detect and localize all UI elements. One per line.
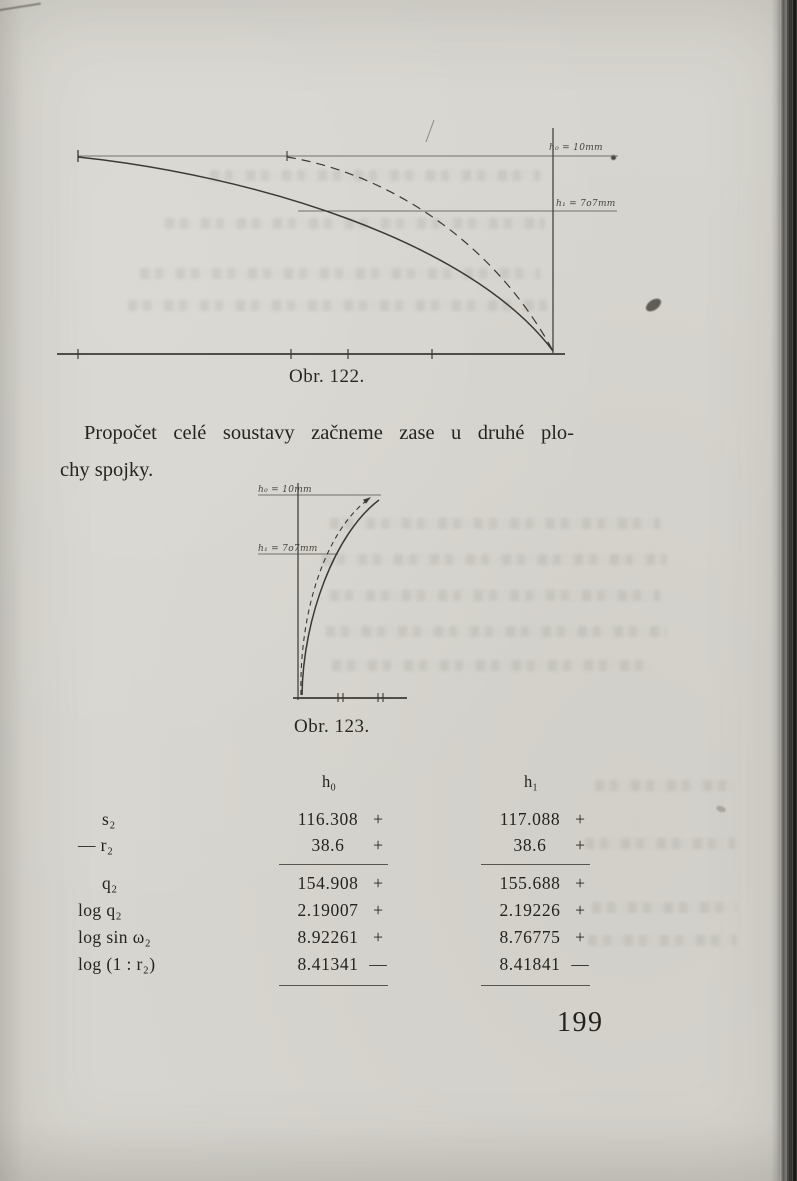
figure-123-caption: Obr. 123. bbox=[294, 716, 370, 737]
paragraph-line: Propočet celé soustavy začneme zase u druhé plo- bbox=[84, 422, 574, 444]
value: 116.308 bbox=[297, 808, 359, 829]
value: 154.908 bbox=[297, 873, 359, 893]
value: 117.088 bbox=[499, 808, 561, 829]
sign: + bbox=[373, 873, 383, 893]
spacer-cell bbox=[388, 806, 490, 832]
figure-123-h0-label: h₀ = 10mm bbox=[258, 485, 312, 495]
value-cell bbox=[288, 870, 388, 897]
value-cell bbox=[490, 870, 590, 897]
figure-122-plot bbox=[30, 120, 670, 372]
value: 8.76775 bbox=[499, 927, 561, 947]
solid-curve bbox=[78, 157, 553, 351]
value: 38.6 bbox=[311, 834, 345, 855]
value-cell bbox=[490, 832, 590, 858]
ink-smudge bbox=[715, 804, 726, 813]
dashed-curve bbox=[301, 498, 370, 695]
sum-rule bbox=[288, 858, 388, 870]
spacer-cell bbox=[388, 924, 490, 951]
figure-123-plot bbox=[240, 478, 420, 710]
spacer-cell bbox=[388, 832, 490, 858]
value: 8.92261 bbox=[297, 927, 359, 947]
row-label: log q₂ bbox=[78, 900, 122, 920]
figure-123-h1-label: h₁ = 7o7mm bbox=[258, 544, 318, 554]
value-cell bbox=[288, 924, 388, 951]
value-cell bbox=[490, 924, 590, 951]
bottom-rule bbox=[288, 978, 388, 992]
bottom-rule bbox=[490, 978, 590, 992]
dashed-curve bbox=[287, 157, 553, 351]
figure-122-caption: Obr. 122. bbox=[289, 366, 365, 387]
value-cell bbox=[490, 806, 590, 832]
value-cell bbox=[490, 951, 590, 978]
value-cell bbox=[288, 806, 388, 832]
paragraph-line: chy spojky. bbox=[60, 459, 154, 481]
sign: + bbox=[373, 900, 383, 920]
spacer-cell bbox=[388, 897, 490, 924]
spacer-cell bbox=[78, 770, 288, 806]
value: 8.41341 bbox=[297, 954, 359, 974]
bleedthrough-artifact bbox=[588, 935, 736, 946]
sign: + bbox=[575, 900, 585, 920]
sign: + bbox=[575, 873, 585, 893]
sign: + bbox=[575, 808, 585, 829]
value: 8.41841 bbox=[499, 954, 561, 974]
sign: — bbox=[369, 954, 387, 974]
page-number: 199 bbox=[557, 1007, 604, 1038]
sum-rule bbox=[490, 858, 590, 870]
figure-122-h1-label: h₁ = 7o7mm bbox=[556, 199, 616, 209]
bleedthrough-artifact bbox=[595, 780, 735, 791]
value: 38.6 bbox=[513, 834, 547, 855]
value: 2.19007 bbox=[297, 900, 359, 920]
row-label: log (1 : r₂) bbox=[78, 954, 156, 974]
spacer-cell bbox=[78, 858, 288, 870]
book-page-edge bbox=[771, 0, 797, 1181]
scan-artifact-corner bbox=[0, 3, 41, 12]
sign: + bbox=[373, 927, 383, 947]
spacer-cell bbox=[388, 951, 490, 978]
row-label: q₂ bbox=[102, 873, 118, 893]
sign: + bbox=[575, 834, 585, 855]
figure-122-h0-label: h₀ = 10mm bbox=[549, 143, 603, 153]
value: 2.19226 bbox=[499, 900, 561, 920]
spacer-cell bbox=[388, 770, 490, 806]
sign: + bbox=[373, 808, 383, 829]
spacer-cell bbox=[78, 978, 288, 992]
value: 155.688 bbox=[499, 873, 561, 893]
row-label: log sin ω₂ bbox=[78, 927, 152, 947]
row-label: — r₂ bbox=[78, 834, 114, 855]
row-label: s₂ bbox=[102, 808, 116, 829]
spacer-cell bbox=[388, 978, 490, 992]
bleedthrough-artifact bbox=[585, 838, 735, 849]
value-cell bbox=[288, 832, 388, 858]
scan-scratch bbox=[426, 120, 434, 142]
value-cell bbox=[490, 897, 590, 924]
value-cell bbox=[288, 897, 388, 924]
spacer-cell bbox=[388, 870, 490, 897]
sign: — bbox=[571, 954, 589, 974]
bleedthrough-artifact bbox=[592, 902, 737, 913]
spacer-cell bbox=[388, 858, 490, 870]
log-calculation-table bbox=[78, 770, 590, 992]
column-header-h0: h₀ bbox=[321, 772, 336, 791]
page-edge-streaks bbox=[780, 0, 797, 1181]
value-cell bbox=[288, 951, 388, 978]
sign: + bbox=[373, 834, 383, 855]
column-header-h1: h₁ bbox=[523, 772, 538, 791]
sign: + bbox=[575, 927, 585, 947]
